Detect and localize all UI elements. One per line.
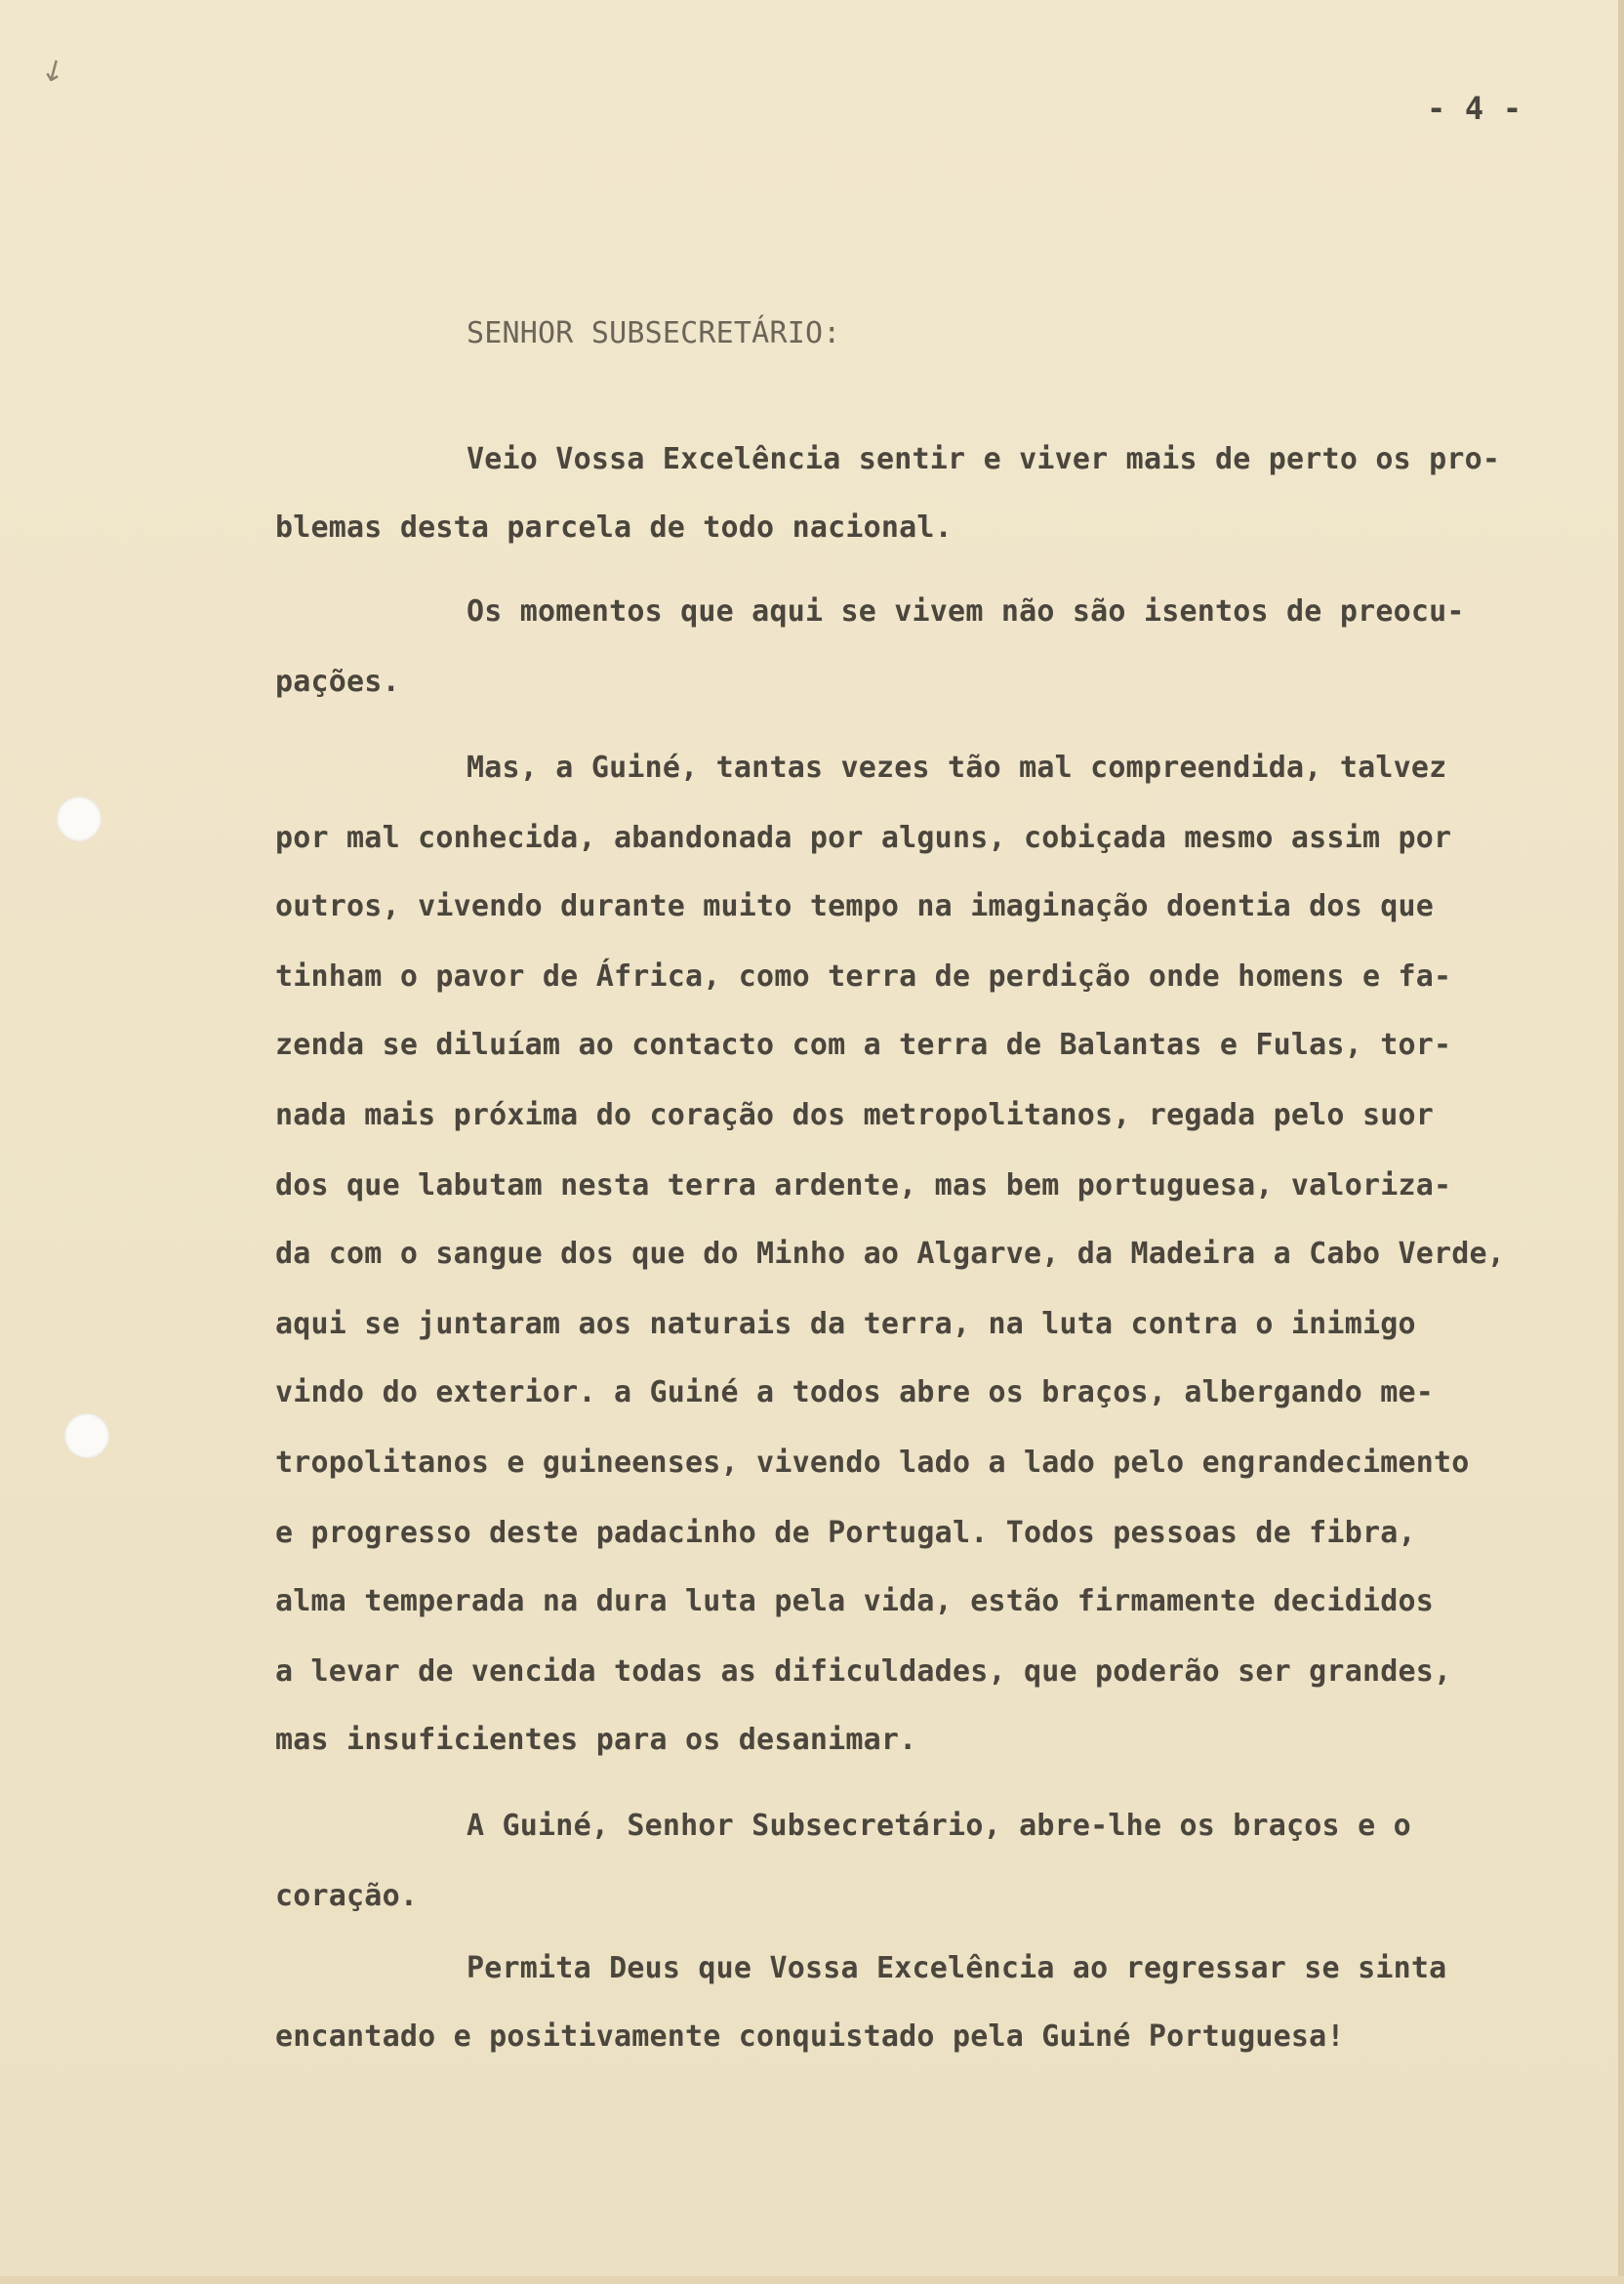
paragraph-3-line-2: por mal conhecida, abandonada por alguns, cobiçada mesmo assim por (275, 821, 1452, 855)
paragraph-5-line-1: Permita Deus que Vossa Excelência ao regressar se sinta (467, 1951, 1447, 1985)
paper-edge-right (1618, 0, 1624, 2284)
paragraph-4-line-2: coração. (275, 1879, 419, 1913)
paragraph-3-line-13: alma temperada na dura luta pela vida, estão firmamente decididos (275, 1584, 1434, 1618)
paragraph-3-line-10: vindo do exterior. a Guiné a todos abre os braços, albergando me- (275, 1375, 1434, 1409)
paragraph-2-line-2: pações. (275, 665, 400, 699)
punch-hole-top (57, 796, 102, 841)
paragraph-2-line-1: Os momentos que aqui se vivem não são isentos de preocu- (467, 594, 1465, 629)
paragraph-3-line-8: da com o sangue dos que do Minho ao Algarve, da Madeira a Cabo Verde, (275, 1237, 1506, 1271)
paragraph-3-line-5: zenda se diluíam ao contacto com a terra de Balantas e Fulas, tor- (275, 1028, 1452, 1062)
paragraph-3-line-1: Mas, a Guiné, tantas vezes tão mal compreendida, talvez (467, 751, 1447, 785)
corner-pencil-mark: ↙ (34, 49, 73, 92)
paragraph-4-line-1: A Guiné, Senhor Subsecretário, abre-lhe os braços e o (467, 1809, 1411, 1843)
paragraph-3-line-11: tropolitanos e guineenses, vivendo lado a lado pelo engrandecimento (275, 1446, 1470, 1480)
paragraph-3-line-6: nada mais próxima do coração dos metropolitanos, regada pelo suor (275, 1098, 1434, 1132)
paragraph-3-line-12: e progresso deste padacinho de Portugal. Todos pessoas de fibra, (275, 1516, 1416, 1550)
paragraph-3-line-9: aqui se juntaram aos naturais da terra, na luta contra o inimigo (275, 1307, 1416, 1341)
punch-hole-bottom (64, 1413, 109, 1458)
paragraph-1-line-2: blemas desta parcela de todo nacional. (275, 510, 953, 545)
paragraph-5-line-2: encantado e positivamente conquistado pela Guiné Portuguesa! (275, 2019, 1345, 2054)
paragraph-1-line-1: Veio Vossa Excelência sentir e viver mais de perto os pro- (467, 442, 1501, 476)
paragraph-3-line-7: dos que labutam nesta terra ardente, mas bem portuguesa, valoriza- (275, 1168, 1452, 1203)
paragraph-3-line-15: mas insuficientes para os desanimar. (275, 1723, 917, 1757)
paragraph-3-line-4: tinham o pavor de África, como terra de perdição onde homens e fa- (275, 959, 1452, 994)
paper-edge-bottom (0, 2276, 1624, 2284)
salutation-heading: SENHOR SUBSECRETÁRIO: (467, 316, 841, 350)
paragraph-3-line-14: a levar de vencida todas as dificuldades, que poderão ser grandes, (275, 1654, 1452, 1689)
page-number: - 4 - (1427, 90, 1522, 127)
paragraph-3-line-3: outros, vivendo durante muito tempo na imaginação doentia dos que (275, 889, 1434, 923)
